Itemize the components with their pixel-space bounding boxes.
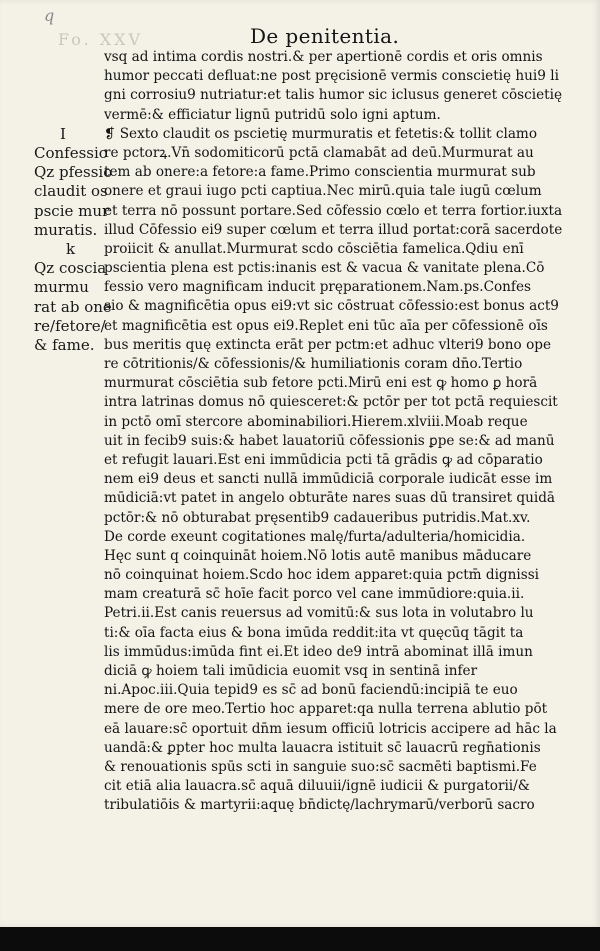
- margin-note-line: Qz pfessio: [34, 163, 113, 182]
- text-line: lis immūdus:imūda fint ei.Et ideo de9 intrā abominat illā imun: [104, 643, 533, 660]
- text-line: mere de ore meo.Tertio hoc apparet:qa nulla terrena ablutio pōt: [104, 701, 548, 718]
- margin-note-confessio-re-pctoru: [34, 144, 108, 163]
- text-line: intra latrinas domus nō quiesceret:& pctōr per tot pctā requiescit: [104, 394, 558, 411]
- text-line: eā lauare:sc̄ oportuit dn̄m iesum officiū lotricis accipere ad hāc la: [104, 720, 557, 737]
- text-line: murmurat cōsciētia sub fetore pcti.Mirū eni est ꝙ homo ꝑ horā: [104, 375, 538, 392]
- text-line: onere et graui iugo pcti captiua.Nec mirū.quia tale iugū cœlum: [104, 183, 542, 200]
- text-line: mam creaturā sc̄ hoīe facit porco vel cane immūdiore:quia.ii.: [104, 586, 525, 603]
- text-line: ni.Apoc.iii.Quia tepid9 es sc̄ ad bonū faciendū:incipiā te euo: [104, 682, 518, 699]
- text-line: humor peccati defluat:ne post pręcisionē vermis conscietię hui9 li: [104, 68, 559, 85]
- text-line: re cōtritionis/& cōfessionis/& humiliationis coram dn̄o.Tertio: [104, 356, 523, 372]
- text-line: De corde exeunt cogitationes malę/furta/adulteria/homicidia.: [104, 528, 526, 545]
- text-line: ❡ Sexto claudit os pscietię murmuratis et fetetis:& tollit clamo: [104, 125, 538, 142]
- text-line: in pctō omī stercore abominabiliori.Hierem.xlviii.Moab reque: [104, 413, 528, 430]
- margin-note-line: muratis.: [34, 220, 98, 239]
- margin-note-line: rat ab one: [34, 297, 112, 316]
- text-line: vermē:& efficiatur lignū putridū solo igni aptum.: [104, 106, 441, 123]
- corner-mark: q: [44, 6, 55, 25]
- text-line: cit etiā alia lauacra.sc̄ aquā diluuii/ignē iudicii & purgatorii/&: [104, 778, 530, 795]
- text-line: illud Cōfessio ei9 super cœlum et terra illud portat:corā sacerdote: [104, 221, 563, 238]
- text-line: & renouationis spūs scti in sanguie suo:sc̄ sacmēti baptismi.Fe: [104, 758, 537, 775]
- text-line: diciā ꝙ hoiem tali imūdicia euomit vsq in sentinā infer: [104, 663, 478, 679]
- text-line: et magnificētia est opus ei9.Replet eni tūc aīa per cōfessionē oīs: [104, 317, 548, 334]
- text-line: gni corrosiu9 nutriatur:et talis humor sic iclusus generet cōscietię: [104, 87, 563, 104]
- text-line: re pctorꝝ.Vn̄ sodomiticorū pctā clamabāt ad deū.Murmurat au: [104, 144, 534, 161]
- text-line: fessio vero magnificam inducit pręparationem.Nam.ps.Confes: [104, 279, 531, 296]
- text-line: et refugit lauari.Est eni immūdicia pcti tā grādis ꝙ ad cōparatio: [104, 451, 543, 468]
- margin-note-line: claudit os: [34, 182, 108, 201]
- text-line: nō coinquinat hoiem.Scdo hoc idem apparet:quia pctm̄ dignissi: [104, 567, 540, 584]
- text-line: proiicit & anullat.Murmurat scdo cōsciētia famelica.Qdiu enī: [104, 240, 524, 257]
- text-line: nem ei9 deus et sancti nullā immūdiciā corporale iudicāt esse im: [104, 471, 553, 488]
- faint-folio-show-through: Fo. XXV: [58, 30, 144, 49]
- text-line: et terra nō possunt portare.Sed cōfessio cœlo et terra fortior.iuxta: [104, 202, 563, 219]
- text-line: vsq ad intima cordis nostri.& per apertionē cordis et oris omnis: [104, 49, 543, 65]
- text-line: mūdiciā:vt patet in angelo obturāte nares suas dū transiret quidā: [104, 490, 556, 507]
- margin-note-q-confessio: [34, 163, 113, 240]
- margin-note-line: re/fetore/: [34, 316, 106, 335]
- margin-note-line: pscie mur: [34, 201, 110, 220]
- running-title: De penitentia.: [250, 24, 400, 48]
- text-line: pscientia plena est pctis:inanis est & vacua & vanitate plena.Cō: [104, 260, 545, 277]
- margin-note-line: k: [66, 240, 76, 258]
- margin-note-line: I: [60, 124, 66, 143]
- margin-note-line: Qz coscia: [34, 259, 107, 278]
- margin-note-q-coscia: [34, 259, 112, 355]
- text-line: bus meritis quę extincta erāt per pctm:et adhuc vlteri9 bono ope: [104, 336, 551, 353]
- text-line: tribulatiōis & martyrii:aquę bn̄dictę/lachrymarū/verborū sacro: [104, 797, 535, 814]
- margin-note-line: murmu: [34, 278, 89, 297]
- text-line: pctōr:& nō obturabat pręsentib9 cadaueribus putridis.Mat.xv.: [104, 509, 531, 526]
- text-line: ti:& oīa facta eius & bona imūda reddit:ita vt quęcūq tāgit ta: [104, 624, 524, 641]
- text-line: uit in fecib9 suis:& habet lauatoriū cōfessionis ꝑpe se:& ad manū: [104, 432, 555, 449]
- margin-note-line: Confessio: [34, 144, 108, 162]
- margin-note-line: & fame.: [34, 336, 95, 354]
- text-line: sio & magnificētia opus ei9:vt sic cōstruat cōfessio:est bonus act9: [104, 298, 559, 315]
- text-line: tem ab onere:a fetore:a fame.Primo conscientia murmurat sub: [104, 164, 536, 181]
- text-line: uandā:& ꝑpter hoc multa lauacra istituit sc̄ lauacrū regn̄ationis: [104, 739, 541, 756]
- text-line: Hęc sunt q coinquināt hoiem.Nō lotis autē manibus māducare: [104, 547, 532, 564]
- body-text-block: [104, 48, 574, 816]
- text-line: Petri.ii.Est canis reuersus ad vomitū:& sus lota in volutabro lu: [104, 605, 534, 622]
